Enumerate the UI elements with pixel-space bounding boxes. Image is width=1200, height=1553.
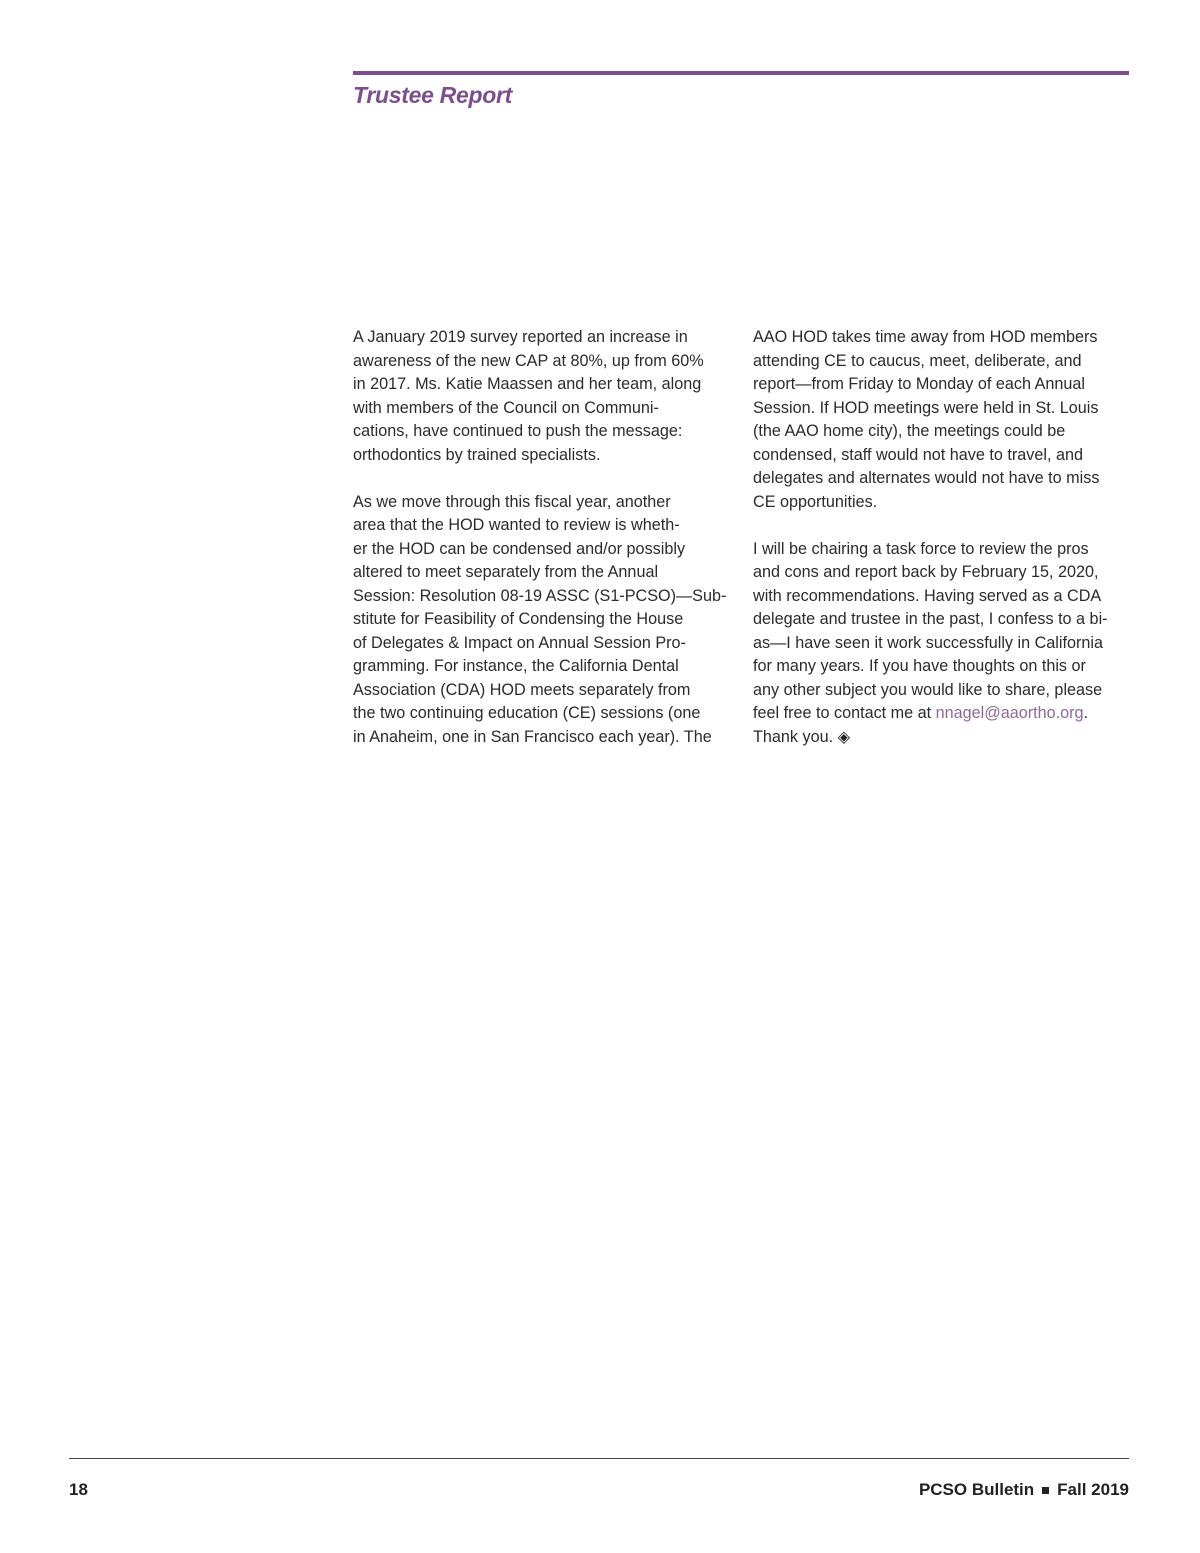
header-rule	[353, 71, 1129, 75]
text-line: CE opportunities.	[753, 492, 878, 511]
text-line: report—from Friday to Monday of each Annual	[753, 375, 1086, 393]
contact-prefix: feel free to contact me at	[753, 704, 936, 722]
square-separator-icon	[1042, 1487, 1049, 1494]
text-line	[753, 726, 1129, 750]
text-line: orthodontics by trained specialists.	[353, 445, 601, 464]
text-line: with recommendations. Having served as a CDA	[753, 586, 1102, 605]
text-line: Association (CDA) HOD meets separately from	[353, 680, 691, 699]
publication-name: PCSO Bulletin	[918, 1480, 1035, 1499]
text-line: for many years. If you have thoughts on this or	[753, 657, 1086, 675]
text-line: condensed, staff would not have to travel, and	[753, 445, 1083, 464]
footer-rule	[69, 1458, 1129, 1459]
issue-label: Fall 2019	[1057, 1480, 1129, 1499]
text-line: er the HOD can be condensed and/or possibly	[353, 539, 686, 558]
text-line: of Delegates & Impact on Annual Session Pro-	[353, 633, 686, 652]
text-line: delegates and alternates would not have to miss	[753, 469, 1100, 487]
text-line: altered to meet separately from the Annual	[353, 563, 659, 581]
email-link[interactable]: nnagel@aaortho.org	[935, 704, 1084, 722]
text-line: Session. If HOD meetings were held in St. Louis	[753, 398, 1099, 417]
text-line: cations, have continued to push the message:	[353, 422, 683, 440]
text-line: gramming. For instance, the California Dental	[353, 657, 679, 675]
text-line: with members of the Council on Communi-	[353, 398, 659, 417]
text-line: in 2017. Ms. Katie Maassen and her team, along	[353, 375, 702, 393]
paragraph	[353, 491, 725, 750]
article-column-left	[353, 326, 725, 773]
paragraph	[353, 326, 725, 467]
text-line: Session: Resolution 08-19 ASSC (S1-PCSO)—Sub-	[353, 586, 727, 605]
text-line	[753, 702, 1129, 726]
contact-suffix: .	[1083, 704, 1088, 722]
closing-text: Thank you.	[753, 727, 834, 746]
end-mark-icon: ◈	[837, 727, 851, 746]
text-line: stitute for Feasibility of Condensing the House	[353, 610, 684, 628]
publication-footer	[919, 1480, 1129, 1500]
text-line: area that the HOD wanted to review is wheth-	[353, 516, 680, 534]
text-line: As we move through this fiscal year, another	[353, 492, 671, 511]
paragraph	[753, 538, 1129, 750]
text-line: and cons and report back by February 15, 2020,	[753, 563, 1099, 581]
text-line: any other subject you would like to share, please	[753, 680, 1103, 699]
article-column-right	[753, 326, 1129, 773]
text-line: A January 2019 survey reported an increase in	[353, 328, 688, 346]
text-line: in Anaheim, one in San Francisco each year). The	[353, 727, 712, 746]
page-number: 18	[69, 1480, 88, 1499]
paragraph	[753, 326, 1129, 514]
text-line: AAO HOD takes time away from HOD members	[753, 328, 1098, 346]
text-line: I will be chairing a task force to review the pros	[753, 539, 1089, 558]
section-title: Trustee Report	[353, 82, 512, 108]
text-line: (the AAO home city), the meetings could be	[753, 422, 1066, 440]
text-line: the two continuing education (CE) sessions (one	[353, 704, 701, 722]
text-line: awareness of the new CAP at 80%, up from 60%	[353, 351, 704, 370]
text-line: attending CE to caucus, meet, deliberate, and	[753, 351, 1082, 370]
text-line: delegate and trustee in the past, I confess to a bi-	[753, 610, 1108, 628]
text-line: as—I have seen it work successfully in California	[753, 633, 1103, 652]
